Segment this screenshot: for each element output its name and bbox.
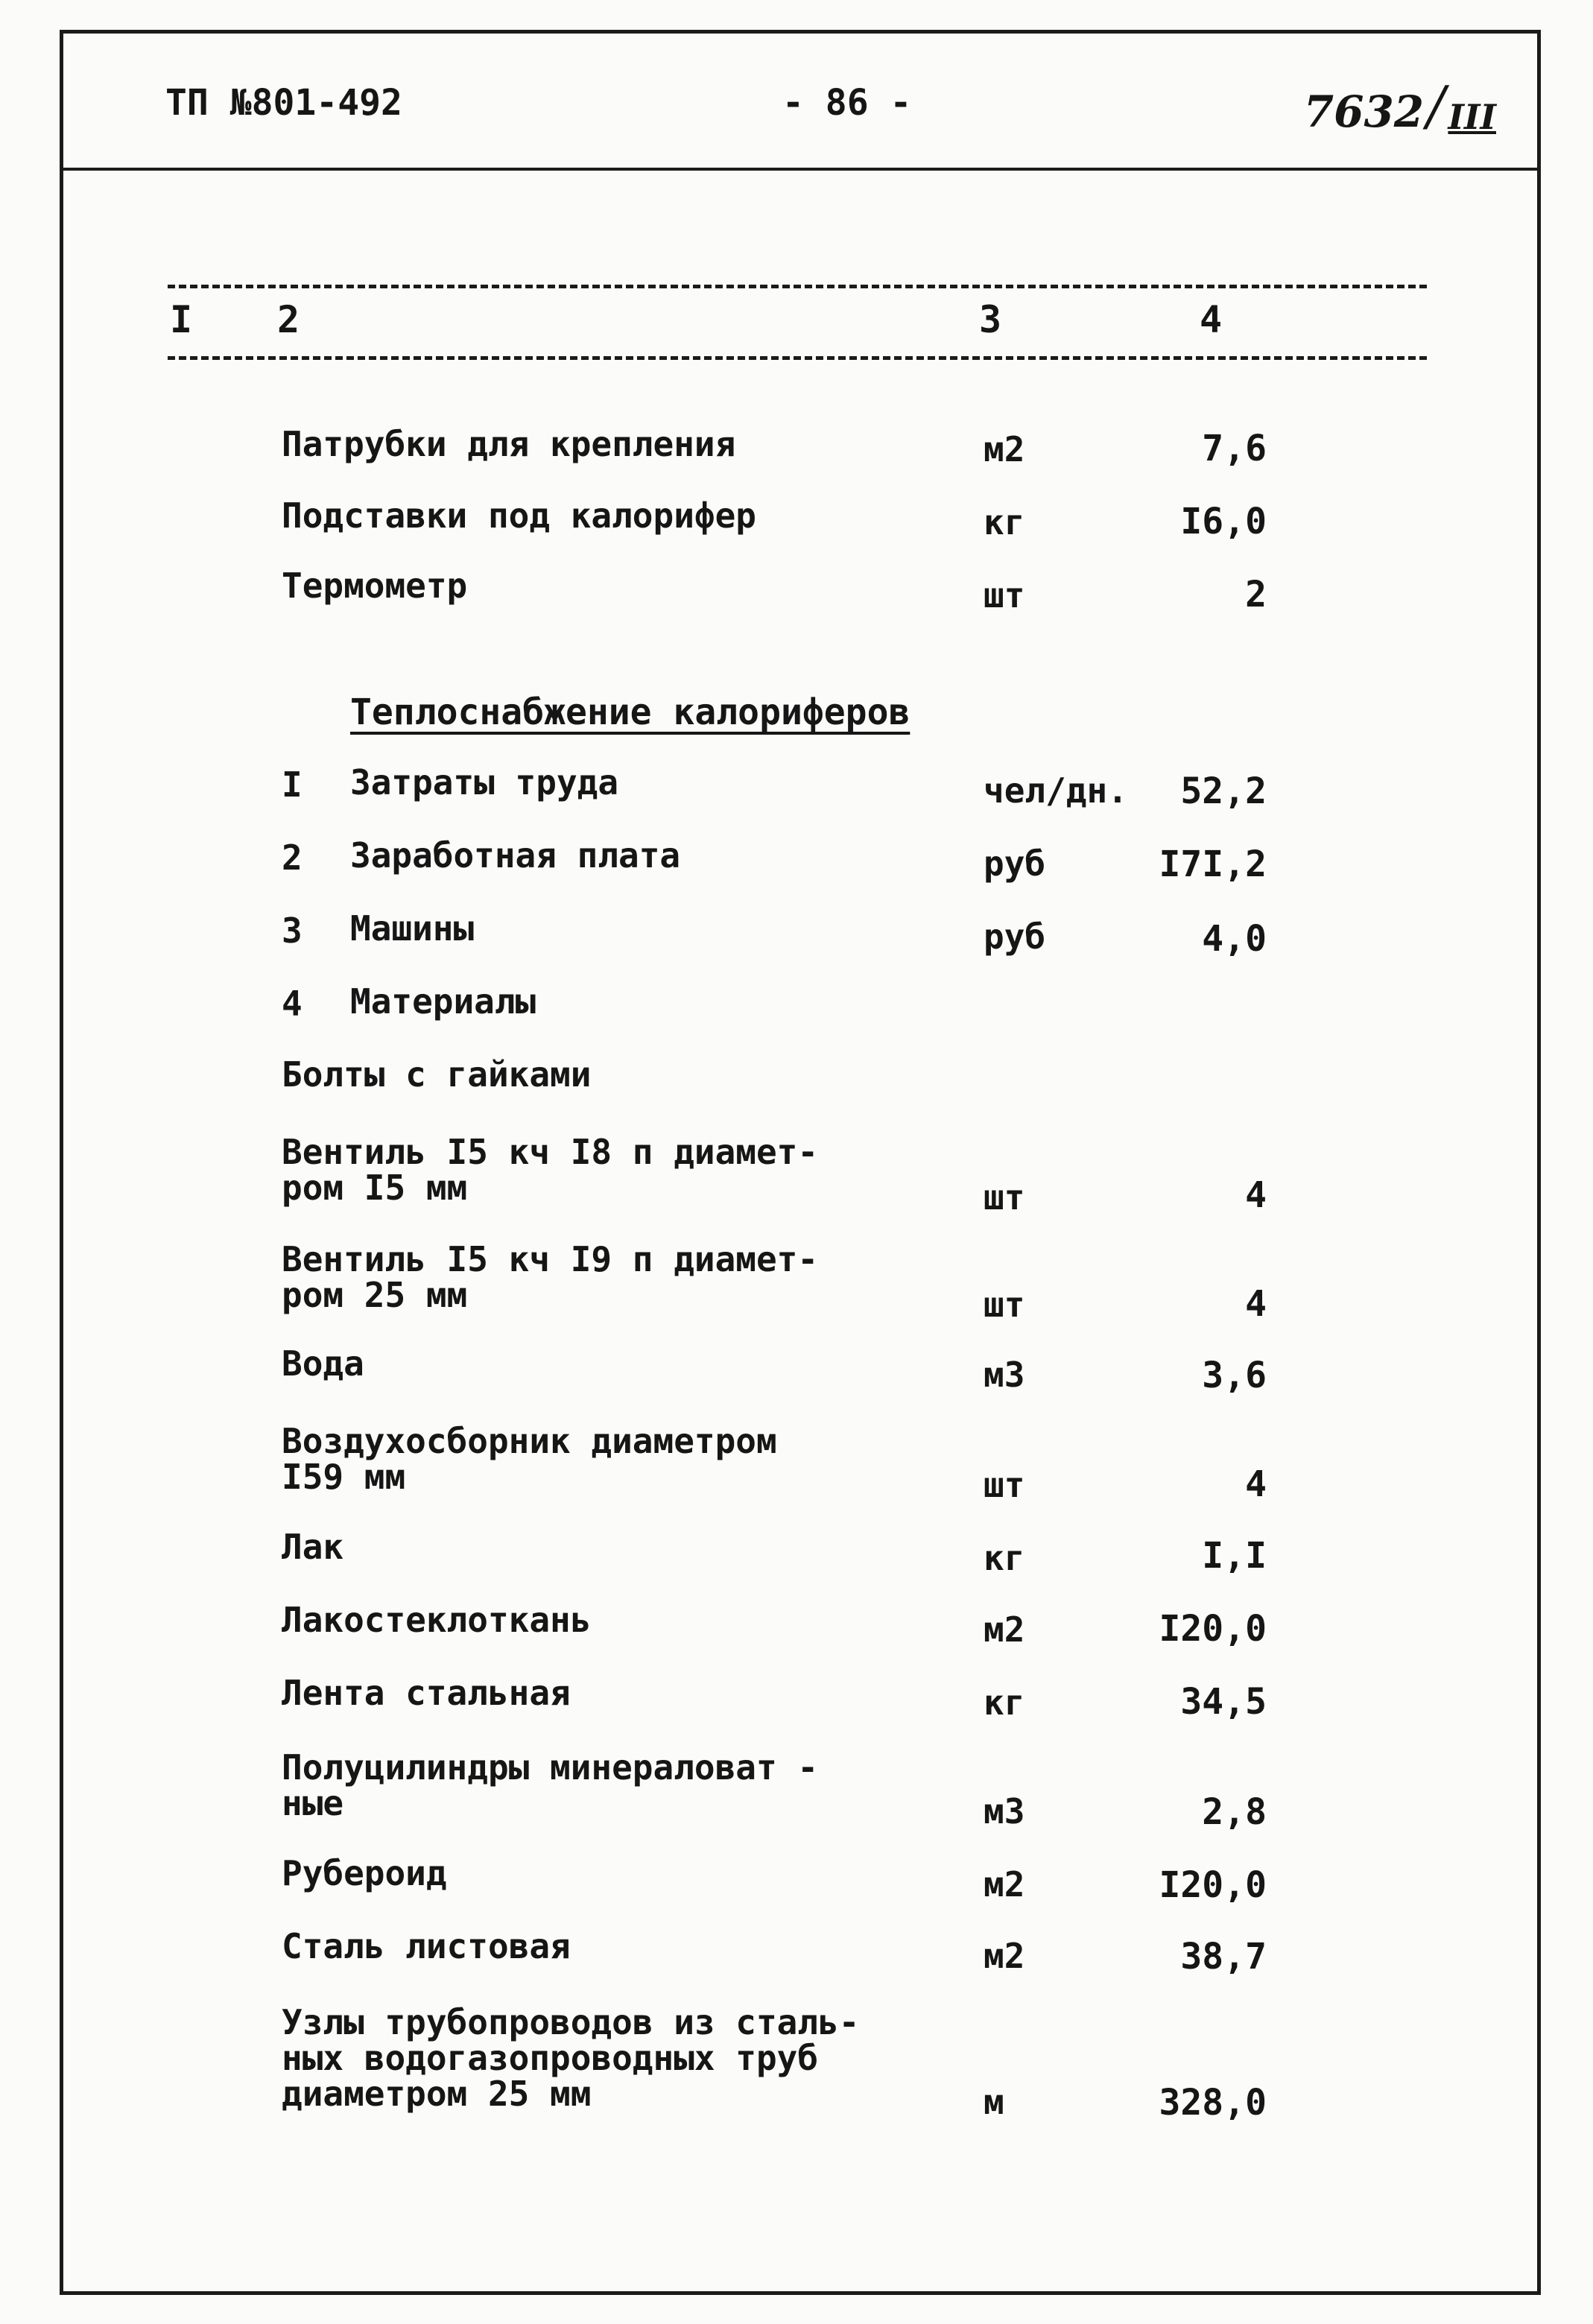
item-unit: шт bbox=[984, 1177, 1025, 1218]
item-unit: шт bbox=[984, 1465, 1025, 1505]
item-unit: м2 bbox=[984, 1936, 1025, 1976]
item-name: Вентиль I5 кч I9 п диамет- ром 25 мм bbox=[282, 1239, 819, 1315]
sheet-reference-roman: III bbox=[1448, 97, 1496, 137]
item-quantity: 4 bbox=[1245, 1283, 1267, 1325]
sheet-reference bbox=[1304, 75, 1496, 137]
item-quantity: 34,5 bbox=[1180, 1681, 1267, 1723]
item-name: Лакостеклоткань bbox=[282, 1600, 592, 1640]
item-name: Вода bbox=[282, 1343, 364, 1384]
sheet-reference-number: 7632 bbox=[1303, 86, 1425, 137]
item-quantity: I20,0 bbox=[1159, 1608, 1267, 1650]
document-code: ТП №801-492 bbox=[165, 82, 402, 124]
item-name: Термометр bbox=[282, 566, 468, 606]
item-unit: м3 bbox=[984, 1791, 1025, 1831]
item-unit: шт bbox=[984, 575, 1025, 615]
item-name: Затраты труда bbox=[350, 762, 619, 802]
item-quantity: 4 bbox=[1245, 1463, 1267, 1505]
item-unit: м2 bbox=[984, 429, 1025, 469]
item-name: Узлы трубопроводов из сталь- ных водогазопроводных труб диаметром 25 мм bbox=[282, 2002, 860, 2114]
item-unit: м2 bbox=[984, 1864, 1025, 1905]
column-number-3: 3 bbox=[979, 298, 1002, 341]
item-unit: м2 bbox=[984, 1609, 1025, 1650]
item-quantity: 4,0 bbox=[1202, 918, 1267, 960]
item-unit: кг bbox=[984, 1682, 1025, 1723]
item-name: Воздухосборник диаметром I59 мм bbox=[282, 1421, 777, 1497]
item-quantity: I20,0 bbox=[1159, 1864, 1267, 1906]
item-name: Патрубки для крепления bbox=[282, 424, 736, 464]
item-index: I bbox=[282, 764, 303, 805]
item-quantity: 2,8 bbox=[1202, 1791, 1267, 1833]
sheet-reference-slash: / bbox=[1427, 75, 1445, 137]
item-unit: м3 bbox=[984, 1355, 1025, 1395]
item-name: Сталь листовая bbox=[282, 1926, 571, 1966]
column-number-1: I bbox=[170, 298, 193, 341]
table-header-top-rule bbox=[168, 285, 1427, 288]
item-index: 4 bbox=[282, 984, 303, 1024]
page-number: - 86 - bbox=[782, 82, 912, 124]
item-quantity: 7,6 bbox=[1202, 428, 1267, 469]
item-unit: кг bbox=[984, 502, 1025, 542]
item-quantity: 3,6 bbox=[1202, 1355, 1267, 1396]
item-unit: руб bbox=[984, 916, 1046, 957]
item-quantity: 328,0 bbox=[1159, 2082, 1267, 2124]
item-quantity: 52,2 bbox=[1180, 770, 1267, 812]
item-index: 3 bbox=[282, 911, 303, 951]
item-quantity: 38,7 bbox=[1180, 1936, 1267, 1978]
item-name: Лак bbox=[282, 1527, 344, 1567]
item-quantity: 2 bbox=[1245, 574, 1267, 615]
item-name: Подставки под калорифер bbox=[282, 495, 756, 536]
item-unit: шт bbox=[984, 1285, 1025, 1325]
item-quantity: 4 bbox=[1245, 1174, 1267, 1216]
item-name: Болты с гайками bbox=[282, 1054, 592, 1095]
item-name: Машины bbox=[350, 908, 475, 949]
item-name: Вентиль I5 кч I8 п диамет- ром I5 мм bbox=[282, 1132, 819, 1208]
item-name: Рубероид bbox=[282, 1853, 447, 1893]
table-header-bottom-rule bbox=[168, 356, 1427, 360]
item-unit: кг bbox=[984, 1538, 1025, 1578]
item-name: Лента стальная bbox=[282, 1673, 571, 1713]
header-divider bbox=[63, 168, 1538, 171]
item-name: Полуцилиндры минераловат - ные bbox=[282, 1747, 819, 1823]
item-name: Заработная плата bbox=[350, 835, 681, 876]
column-number-2: 2 bbox=[277, 298, 300, 341]
item-unit: м bbox=[984, 2082, 1004, 2122]
item-unit: руб bbox=[984, 843, 1046, 884]
item-quantity: I,I bbox=[1202, 1535, 1267, 1577]
item-unit: чел/дн. bbox=[984, 770, 1128, 811]
item-quantity: I6,0 bbox=[1180, 501, 1267, 542]
item-index: 2 bbox=[282, 838, 303, 878]
column-number-4: 4 bbox=[1200, 298, 1223, 341]
section-title: Теплоснабжение калориферов bbox=[350, 691, 910, 733]
item-quantity: I7I,2 bbox=[1159, 843, 1267, 885]
item-name: Материалы bbox=[350, 981, 536, 1022]
